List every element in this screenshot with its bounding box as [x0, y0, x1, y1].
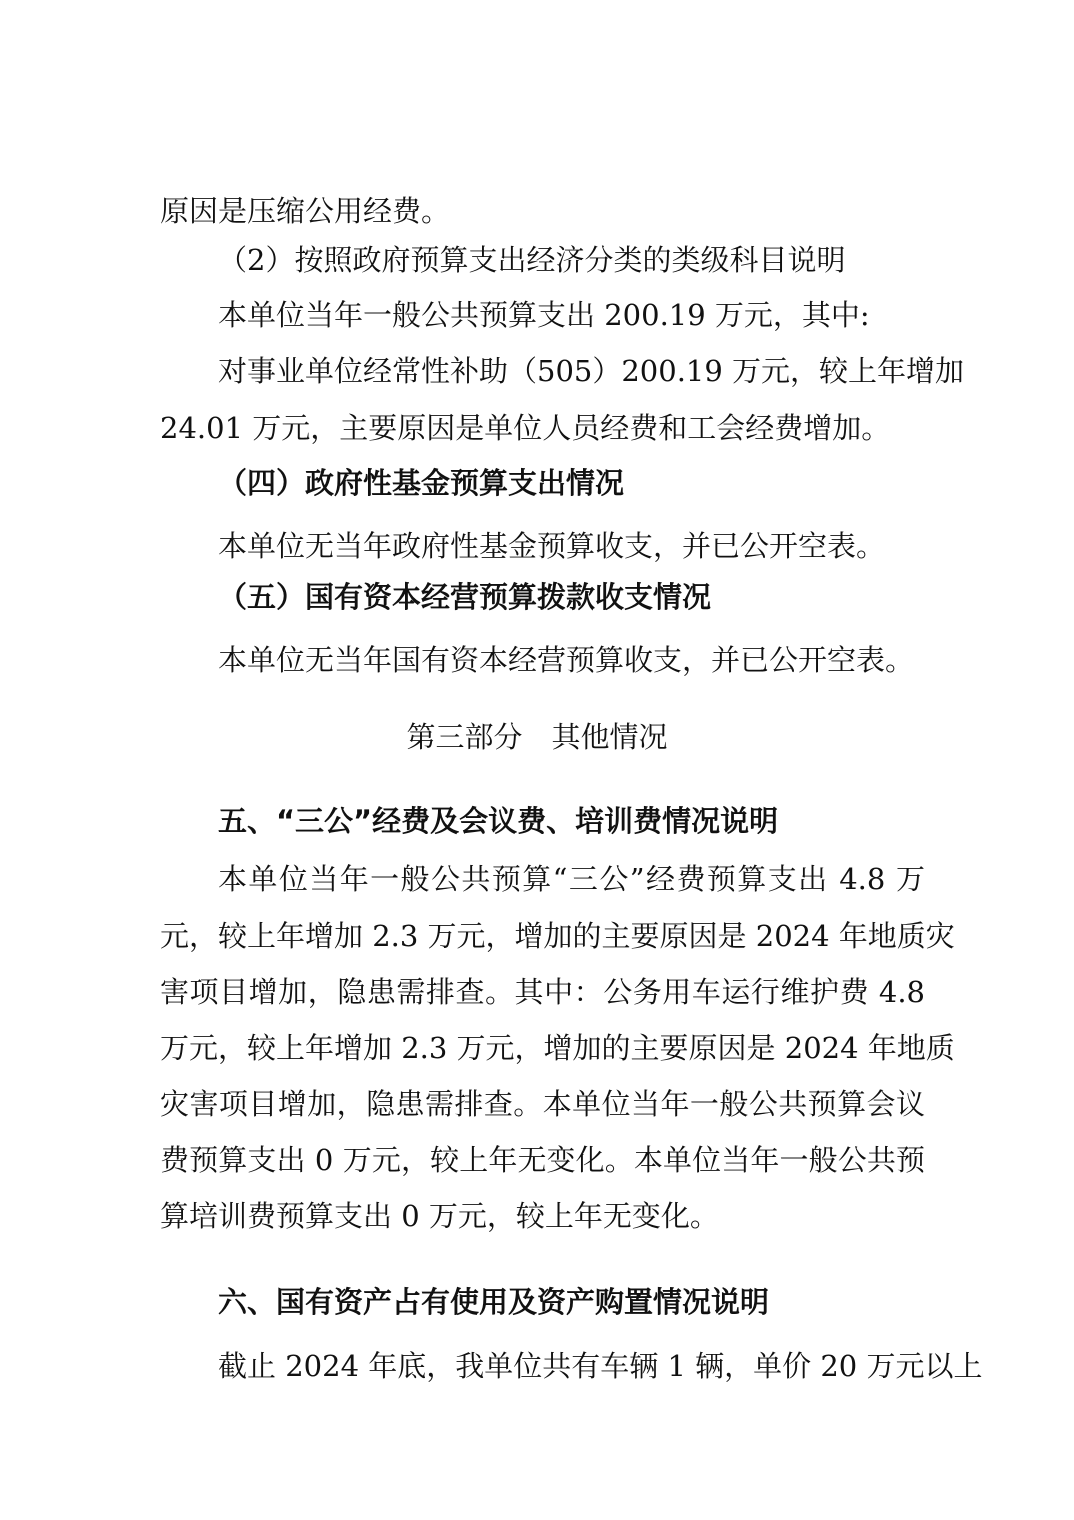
- paragraph-line: 对事业单位经常性补助（505）200.19 万元，较上年增加: [218, 354, 965, 388]
- part-title: 第三部分 其他情况: [406, 720, 668, 754]
- section-heading: （四）政府性基金预算支出情况: [218, 466, 625, 500]
- paragraph-line: （2）按照政府预算支出经济分类的类级科目说明: [218, 243, 846, 277]
- section-heading: 五、“三公”经费及会议费、培训费情况说明: [218, 804, 779, 838]
- paragraph-line: 元，较上年增加 2.3 万元，增加的主要原因是 2024 年地质灾: [160, 919, 955, 953]
- section-heading: （五）国有资本经营预算拨款收支情况: [218, 580, 712, 614]
- paragraph-line: 本单位无当年政府性基金预算收支，并已公开空表。: [218, 529, 886, 563]
- paragraph-line: 算培训费预算支出 0 万元，较上年无变化。: [160, 1199, 719, 1233]
- paragraph-line: 本单位当年一般公共预算支出 200.19 万元，其中:: [218, 298, 870, 332]
- paragraph-line: 费预算支出 0 万元，较上年无变化。本单位当年一般公共预: [160, 1143, 925, 1177]
- paragraph-line: 原因是压缩公用经费。: [160, 194, 451, 228]
- paragraph-line: 本单位当年一般公共预算“三公”经费预算支出 4.8 万: [218, 862, 925, 896]
- paragraph-line: 截止 2024 年底，我单位共有车辆 1 辆，单价 20 万元以上: [218, 1349, 983, 1383]
- paragraph-line: 本单位无当年国有资本经营预算收支，并已公开空表。: [218, 643, 915, 677]
- paragraph-line: 灾害项目增加，隐患需排查。本单位当年一般公共预算会议: [160, 1087, 925, 1121]
- paragraph-line: 24.01 万元，主要原因是单位人员经费和工会经费增加。: [160, 411, 891, 445]
- section-heading: 六、国有资产占有使用及资产购置情况说明: [218, 1285, 770, 1319]
- paragraph-line: 万元，较上年增加 2.3 万元，增加的主要原因是 2024 年地质: [160, 1031, 955, 1065]
- paragraph-line: 害项目增加，隐患需排查。其中：公务用车运行维护费 4.8: [160, 975, 925, 1009]
